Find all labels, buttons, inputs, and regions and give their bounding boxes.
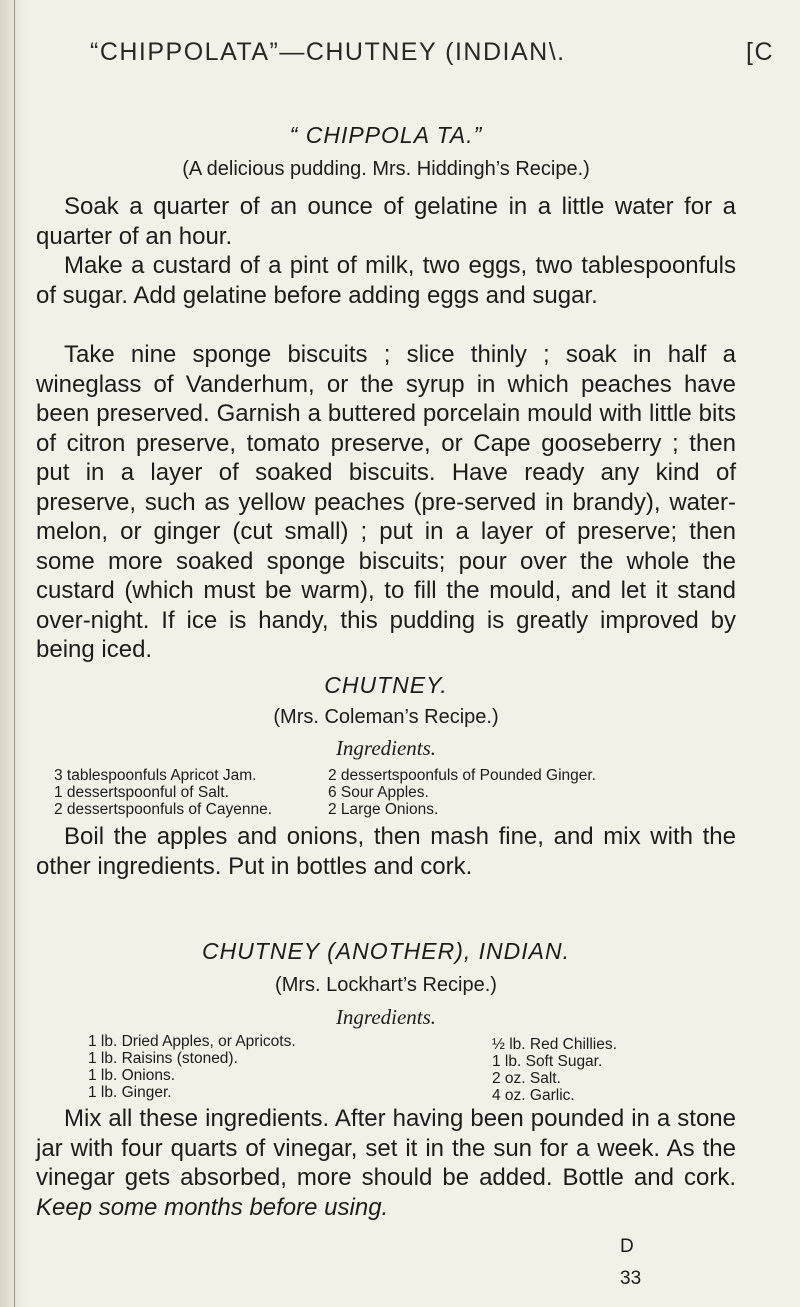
- ingredient-item: 4 oz. Garlic.: [492, 1087, 575, 1104]
- page-number: 33: [620, 1268, 642, 1289]
- method-text: Mix all these ingredients. After having been pounded in a stone jar with four quarts of vinegar, set it in the sun for a week. As the vinegar gets absorbed, more should be added. Bottle and cork.: [36, 1105, 736, 1191]
- ingredients-list-chutney-right: [328, 767, 596, 818]
- recipe-title-chutney: CHUTNEY.: [324, 672, 448, 698]
- recipe-subtitle-chippolata: (A delicious pudding. Mrs. Hiddingh’s Recipe.): [182, 158, 590, 180]
- recipe-title-chutney-indian: CHUTNEY (ANOTHER), INDIAN.: [201, 938, 571, 964]
- ingredients-list-chutney-indian-right: [492, 1036, 617, 1104]
- paragraph-make-custard: Make a custard of a pint of milk, two eggs, two tablespoonfuls of sugar. Add gelatine before adding eggs and sugar.: [36, 252, 736, 309]
- book-page: [36, 0, 780, 1307]
- signature-mark: D: [620, 1236, 634, 1257]
- ingredient-item: 1 lb. Raisins (stoned).: [88, 1050, 238, 1067]
- paragraph-chutney-indian-method: [36, 1104, 736, 1222]
- page-spine-shadow: [0, 0, 30, 1307]
- ingredient-item: 1 lb. Dried Apples, or Apricots.: [88, 1033, 296, 1050]
- binding-edge-line: [14, 0, 15, 1307]
- ingredient-item: 3 tablespoonfuls Apricot Jam.: [54, 767, 257, 784]
- paragraph-assemble-pudding: Take nine sponge biscuits ; slice thinly ; soak in half a wineglass of Vanderhum, or the syrup in which peaches have been preserved. Garnish a buttered porcelain mould with little bits of citron preserve, tomato preserve, or Cape gooseberry ; then put in a layer of soaked biscuits. Have ready any kind of preserve, such as yellow peaches (pre-served in brandy), water-melon, or ginger (cut small) ; put in a layer of preserve; then some more soaked sponge biscuits; pour over the whole the custard (which must be warm), to fill the mould, and let it stand over-night. If ice is handy, this pudding is greatly improved by being iced.: [36, 341, 736, 663]
- ingredients-heading-chutney: Ingredients.: [335, 736, 437, 760]
- ingredients-list-chutney-left: [54, 767, 272, 818]
- running-head: [90, 38, 780, 67]
- method-emphasis: Keep some months before using.: [36, 1193, 389, 1221]
- ingredient-item: 2 dessertspoonfuls of Pounded Ginger.: [328, 767, 596, 784]
- paragraph-chutney-method: Boil the apples and onions, then mash fine, and mix with the other ingredients. Put in bottles and cork.: [36, 823, 736, 880]
- ingredient-item: 1 lb. Ginger.: [88, 1084, 172, 1101]
- ingredient-item: 1 lb. Onions.: [88, 1067, 176, 1084]
- running-head-title: “CHIPPOLATA”—CHUTNEY (INDIAN\.: [90, 38, 566, 66]
- ingredient-item: 2 Large Onions.: [328, 801, 439, 818]
- ingredients-heading-chutney-indian: Ingredients.: [335, 1005, 437, 1029]
- ingredient-item: ½ lb. Red Chillies.: [492, 1036, 617, 1053]
- recipe-subtitle-chutney-indian: (Mrs. Lockhart’s Recipe.): [275, 974, 497, 996]
- running-head-section-mark: [C: [746, 38, 774, 66]
- recipe-title-chippolata: “ CHIPPOLA TA.”: [289, 122, 483, 148]
- ingredient-item: 6 Sour Apples.: [328, 784, 429, 801]
- ingredient-item: 1 lb. Soft Sugar.: [492, 1053, 603, 1070]
- ingredients-list-chutney-indian-left: [88, 1033, 296, 1101]
- ingredient-item: 2 oz. Salt.: [492, 1070, 561, 1087]
- ingredient-item: 1 dessertspoonful of Salt.: [54, 784, 229, 801]
- paragraph-soak-gelatine: Soak a quarter of an ounce of gelatine in a little water for a quarter of an hour.: [36, 193, 736, 250]
- ingredient-item: 2 dessertspoonfuls of Cayenne.: [54, 801, 272, 818]
- recipe-subtitle-chutney: (Mrs. Coleman’s Recipe.): [273, 706, 499, 728]
